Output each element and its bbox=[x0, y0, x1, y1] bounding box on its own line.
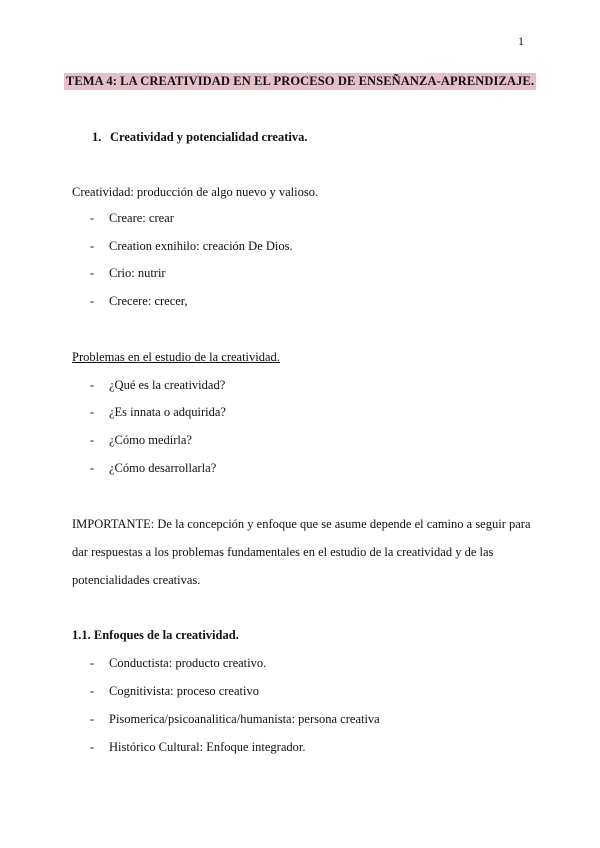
list-item-text: Creare: crear bbox=[109, 211, 174, 225]
bullet-dash: - bbox=[90, 294, 95, 308]
bullet-dash: - bbox=[90, 211, 95, 225]
bullet-dash: - bbox=[90, 239, 95, 253]
important-line-1: IMPORTANTE: De la concepción y enfoque que se asume depende el camino a seguir para bbox=[72, 517, 531, 531]
bullet-dash: - bbox=[90, 433, 95, 447]
bullet-dash: - bbox=[90, 405, 95, 419]
list-item-text: Cognitivista: proceso creativo bbox=[109, 684, 259, 698]
list-item-text: ¿Es innata o adquirida? bbox=[109, 405, 226, 419]
list-item-text: Crecere: crecer, bbox=[109, 294, 188, 308]
section-1-number: 1. bbox=[92, 130, 102, 144]
problems-heading: Problemas en el estudio de la creatividad. bbox=[72, 350, 280, 364]
section-1-heading: Creatividad y potencialidad creativa. bbox=[110, 130, 308, 144]
list-item-text: ¿Cómo medirla? bbox=[109, 433, 192, 447]
document-title: TEMA 4: LA CREATIVIDAD EN EL PROCESO DE ENSEÑANZA-APRENDIZAJE. bbox=[65, 74, 535, 88]
page-number: 1 bbox=[518, 34, 524, 48]
list-item-text: Conductista: producto creativo. bbox=[109, 656, 267, 670]
important-line-3: potencialidades creativas. bbox=[72, 573, 201, 587]
list-item-text: Crio: nutrir bbox=[109, 266, 166, 280]
title-container bbox=[0, 72, 600, 90]
list-item-text: Histórico Cultural: Enfoque integrador. bbox=[109, 740, 306, 754]
bullet-dash: - bbox=[90, 684, 95, 698]
bullet-dash: - bbox=[90, 712, 95, 726]
bullet-dash: - bbox=[90, 266, 95, 280]
bullet-dash: - bbox=[90, 461, 95, 475]
important-line-2: dar respuestas a los problemas fundamentales en el estudio de la creatividad y de las bbox=[72, 545, 494, 559]
list-item-text: Creation exnihilo: creación De Dios. bbox=[109, 239, 293, 253]
section-1-1-heading: 1.1. Enfoques de la creatividad. bbox=[72, 628, 239, 642]
creativity-definition: Creatividad: producción de algo nuevo y valioso. bbox=[72, 185, 319, 199]
bullet-dash: - bbox=[90, 378, 95, 392]
bullet-dash: - bbox=[90, 740, 95, 754]
list-item-text: ¿Qué es la creatividad? bbox=[109, 378, 226, 392]
list-item-text: Pisomerica/psicoanalitica/humanista: persona creativa bbox=[109, 712, 380, 726]
list-item-text: ¿Cómo desarrollarla? bbox=[109, 461, 217, 475]
bullet-dash: - bbox=[90, 656, 95, 670]
